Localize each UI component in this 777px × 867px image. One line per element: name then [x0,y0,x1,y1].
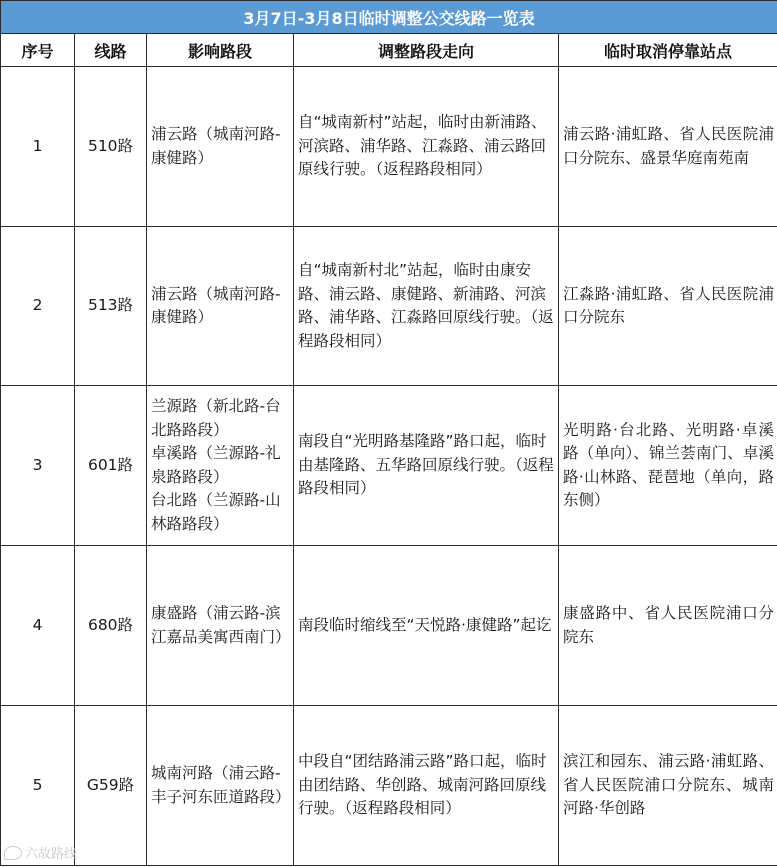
cell-direction: 中段自“团结路浦云路”路口起，临时由团结路、华创路、城南河路回原线行驶。（返程路段相同） [294,706,559,866]
cell-stops: 滨江和园东、浦云路·浦虹路、省人民医院浦口分院东、城南河路·华创路 [559,706,777,866]
segment-line: 卓溪路（兰源路-礼泉路路段） [151,444,281,486]
table-row [1,546,777,706]
table-row [1,67,777,227]
cell-seq: 2 [1,227,75,386]
cell-direction: 南段自“光明路基隆路”路口起，临时由基隆路、五华路回原线行驶。（返程路段相同） [294,386,559,546]
cell-stops: 康盛路中、省人民医院浦口分院东 [559,546,777,706]
header-line: 线路 [75,34,147,67]
header-direction: 调整路段走向 [294,34,559,67]
table-row [1,386,777,546]
cell-segment: 城南河路（浦云路-丰子河东匝道路段） [147,706,294,866]
table-title: 3月7日-3月8日临时调整公交线路一览表 [1,1,777,34]
cell-stops: 浦云路·浦虹路、省人民医院浦口分院东、盛景华庭南苑南 [559,67,777,227]
watermark [4,843,77,862]
segment-line: 兰源路（新北路-台北路路段） [151,397,281,439]
cell-stops: 光明路·台北路、光明路·卓溪路（单向）、锦兰荟南门、卓溪路·山林路、琵琶地（单向，路东侧） [559,386,777,546]
watermark-text: 六故路线 [25,847,78,862]
title-row [1,1,777,34]
header-row [1,34,777,67]
header-seq: 序号 [1,34,75,67]
cell-seq: 1 [1,67,75,227]
cell-line: 680路 [75,546,147,706]
cell-direction: 自“城南新村”站起，临时由新浦路、河滨路、浦华路、江淼路、浦云路回原线行驶。（返程路段相同） [294,67,559,227]
cell-segment: 浦云路（城南河路-康健路） [147,227,294,386]
header-segment: 影响路段 [147,34,294,67]
cell-segment: 康盛路（浦云路-滨江嘉品美寓西南门） [147,546,294,706]
cell-line: G59路 [75,706,147,866]
segment-line: 台北路（兰源路-山林路路段） [151,491,281,533]
watermark-logo-icon [4,846,22,860]
cell-direction: 南段临时缩线至“天悦路·康健路”起讫 [294,546,559,706]
cell-stops: 江淼路·浦虹路、省人民医院浦口分院东 [559,227,777,386]
cell-segment [147,386,294,546]
cell-seq: 5 [1,706,75,866]
cell-line: 510路 [75,67,147,227]
cell-line: 513路 [75,227,147,386]
table-row [1,227,777,386]
cell-segment: 浦云路（城南河路-康健路） [147,67,294,227]
cell-line: 601路 [75,386,147,546]
header-stops: 临时取消停靠站点 [559,34,777,67]
cell-seq: 3 [1,386,75,546]
cell-seq: 4 [1,546,75,706]
table-row [1,706,777,866]
cell-direction: 自“城南新村北”站起，临时由康安路、浦云路、康健路、新浦路、河滨路、浦华路、江淼路回原线行驶。（返程路段相同） [294,227,559,386]
